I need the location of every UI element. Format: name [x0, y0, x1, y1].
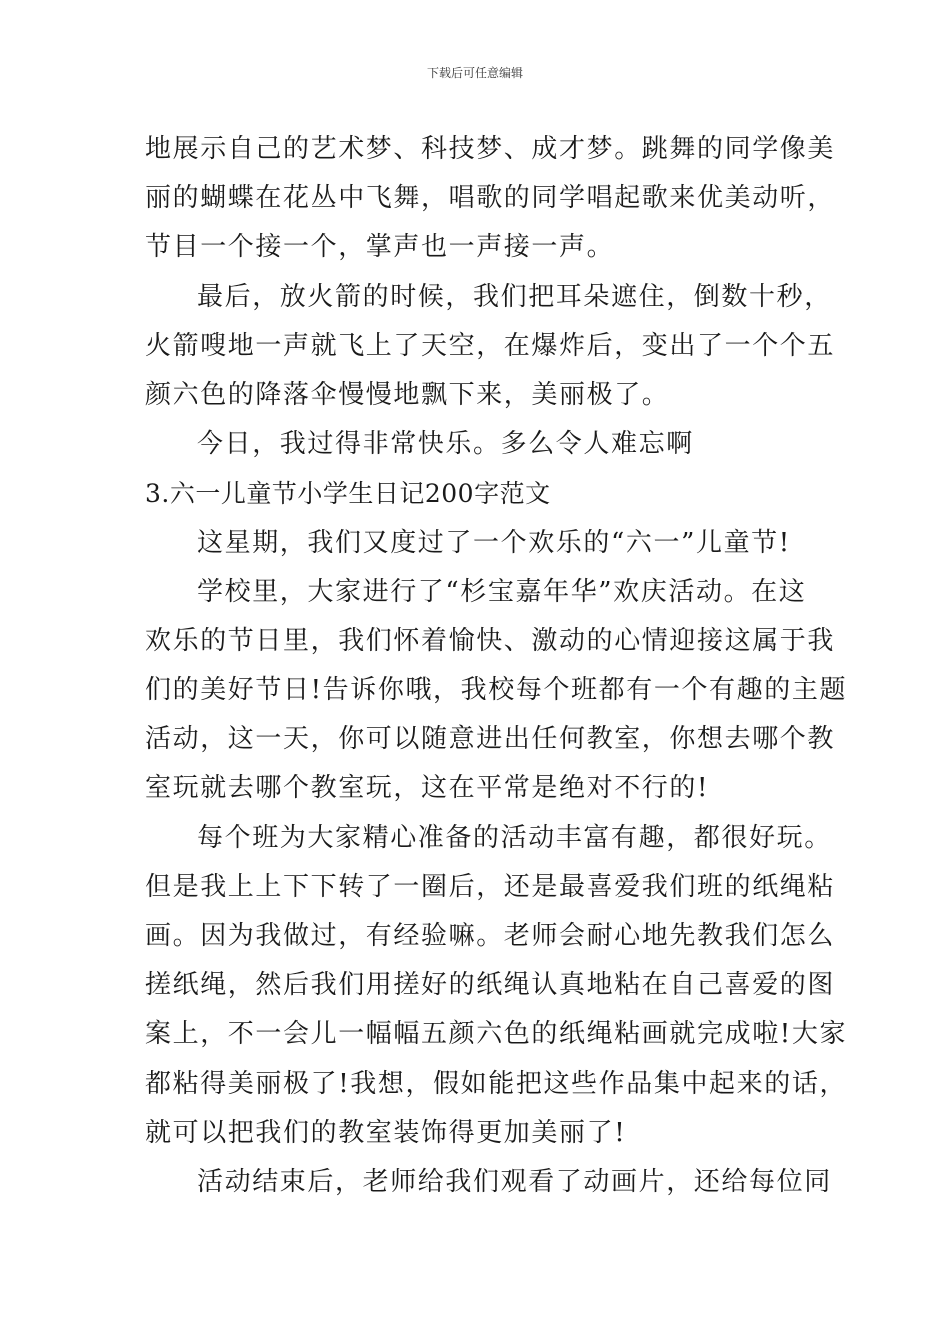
text-line: 画。因为我做过，有经验嘛。老师会耐心地先教我们怎么 [145, 921, 836, 951]
paragraph-start-line: 这星期，我们又度过了一个欢乐的“六一”儿童节! [197, 527, 791, 558]
text-line: 欢乐的节日里，我们怀着愉快、激动的心情迎接这属于我 [145, 625, 836, 656]
text-line: 火箭嗖地一声就飞上了天空，在爆炸后，变出了一个个五 [145, 330, 836, 361]
page-header-note: 下载后可任意编辑 [426, 66, 523, 80]
paragraph-start-line: 学校里，大家进行了“杉宝嘉年华”欢庆活动。在这 [197, 576, 807, 607]
paragraph-start-line: 活动结束后，老师给我们观看了动画片，还给每位同 [197, 1166, 832, 1197]
text-line: 但是我上上下下转了一圈后，还是最喜爱我们班的纸绳粘 [145, 871, 836, 902]
text-line: 都粘得美丽极了!我想，假如能把这些作品集中起来的话， [145, 1068, 848, 1099]
text-line: 搓纸绳，然后我们用搓好的纸绳认真地粘在自己喜爱的图 [145, 970, 836, 1001]
document-body [145, 125, 848, 1207]
text-line: 节目一个接一个，掌声也一声接一声。 [145, 232, 615, 263]
text-line: 地展示自己的艺术梦、科技梦、成才梦。跳舞的同学像美 [145, 134, 836, 164]
text-line: 就可以把我们的教室装饰得更加美丽了! [145, 1117, 627, 1148]
text-line: 室玩就去哪个教室玩，这在平常是绝对不行的! [145, 773, 710, 804]
paragraph-start-line: 每个班为大家精心准备的活动丰富有趣，都很好玩。 [197, 822, 832, 853]
text-line: 丽的蝴蝶在花丛中飞舞，唱歌的同学唱起歌来优美动听， [145, 183, 836, 214]
text-line: 活动，这一天，你可以随意进出任何教室，你想去哪个教 [145, 724, 836, 755]
paragraph-start-line: 最后，放火箭的时候，我们把耳朵遮住，倒数十秒， [197, 281, 832, 312]
paragraph-start-line: 今日，我过得非常快乐。多么令人难忘啊 [197, 429, 694, 460]
section-heading: 3.六一儿童节小学生日记200字范文 [145, 479, 551, 509]
text-line: 案上，不一会儿一幅幅五颜六色的纸绳粘画就完成啦!大家 [145, 1019, 848, 1050]
text-line: 颜六色的降落伞慢慢地飘下来，美丽极了。 [145, 379, 670, 410]
text-line: 们的美好节日!告诉你哦，我校每个班都有一个有趣的主题 [145, 675, 848, 706]
